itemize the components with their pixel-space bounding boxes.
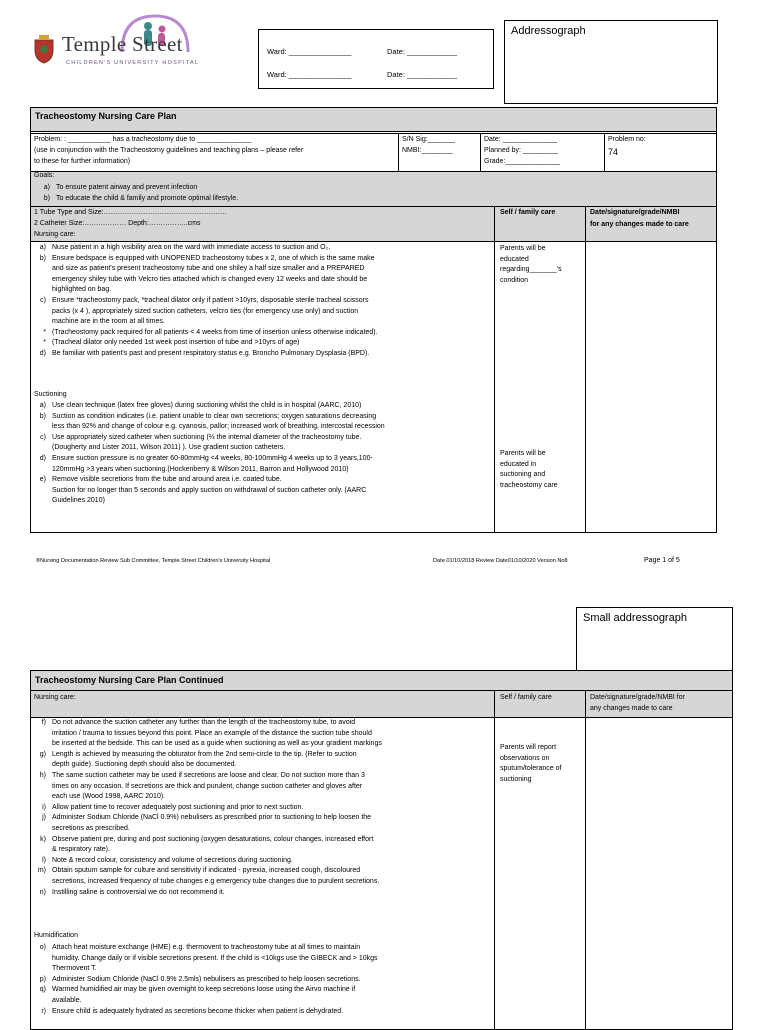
date-sig-header: Date/signature/grade/NMBI: [590, 209, 680, 216]
date-sig-header: for any changes made to care: [590, 221, 689, 228]
addressograph-label: Addressograph: [511, 25, 586, 37]
humidification-line: available.: [52, 996, 82, 1004]
care-line: each use (Wood 1998, AARC 2010).: [52, 793, 166, 801]
grade-field[interactable]: Grade:______________: [484, 158, 560, 165]
care-line: * (Tracheostomy pack required for all patients < 4 weeks from time of insertion unless otherwise indicated).: [43, 328, 378, 336]
problem-line: (use in conjunction with the Tracheostomy guidelines and teaching plans – please refer: [34, 147, 304, 154]
care-line: packs (x 4 ), appropriately sized suction catheters, velcro ties (for emergency use only) and suction: [52, 307, 359, 315]
care-line: * (Tracheal dilator only needed 1st week post insertion of tube and >10yrs of age): [43, 339, 300, 347]
goal-item: b) To educate the child & family and promote optimal lifestyle.: [43, 195, 239, 202]
humidification-line: r) Ensure child is adequately hydrated as secretions become thicker when patient is dehydrated.: [41, 1007, 344, 1015]
self-care-note: Parents will be educated in suctioning and tracheostomy care: [500, 450, 558, 489]
suction-line: a) Use clean technique (latex free gloves) during suctioning whilst the child is in hospital (AARC, 2010): [39, 402, 362, 409]
logo-subtitle: CHILDREN'S UNIVERSITY HOSPITAL: [66, 60, 200, 66]
care-line: m) Obtain sputum sample for culture and sensitivity if indicated - pyrexia, increased cough, discoloured: [37, 867, 361, 875]
page-title-continued: Tracheostomy Nursing Care Plan Continued: [31, 671, 732, 691]
care-line: be inserted at the bedside. This can be used as a guide when suctioning as well as your gradient markings: [52, 740, 382, 748]
self-care-note: Parents will be educated regarding_______'s condition: [500, 245, 562, 284]
care-list: [34, 243, 492, 360]
small-addressograph-box[interactable]: [576, 607, 733, 672]
nursing-care-label: Nursing care:: [34, 694, 76, 701]
suctioning-heading: Suctioning: [34, 391, 67, 398]
ward-field[interactable]: Ward: _______________: [267, 47, 352, 56]
suction-line: 120mmHg >3 years when suctioning.(Hockenberry & Wilson 2011, Barron and Hollywood 2010): [52, 465, 349, 473]
care-line: l) Note & record colour, consistency and volume of secretions during suctioning.: [42, 856, 293, 864]
care-line: g) Length is achieved by measuring the obturator from the 2nd semi-circle to the tip. (Refer to suction: [39, 750, 357, 758]
suction-line: Suction for no longer than 5 seconds and apply suction on withdrawal of suction catheter only. (AARC: [52, 486, 367, 494]
humidification-line: humidity. Change daily or if visible secretions present. If the child is <10kgs use the GIBECK and > 10kgs: [52, 954, 378, 962]
care-line: & respiratory rate).: [52, 846, 110, 854]
problem-line: Problem: : ___________ has a tracheostomy due to ______________: [34, 136, 252, 143]
suction-line: less than 92% and change of colour e.g. cyanosis, pallor; increased work of breathing, intercostal recession: [52, 423, 385, 431]
humidification-heading: Humidification: [34, 932, 78, 939]
sn-sig-field[interactable]: S/N Sig:_______: [402, 136, 455, 143]
humidification-line: p) Administer Sodium Chloride (NaCl 0.9% 2.5mls) nebulisers as prescribed to help loosen secretions.: [39, 975, 361, 983]
care-line: secretions, increased frequency of tube changes e.g emergency tube changes due to purulent secretions.: [52, 877, 380, 885]
ward-date-box: [258, 29, 494, 89]
care-line: b) Ensure bedspace is equipped with UNOPENED tracheostomy tubes x 2, one of which is the same make: [39, 254, 375, 262]
care-line: f) Do not advance the suction catheter any further than the length of the tracheostomy tube, to avoid: [41, 719, 356, 726]
crest-icon: [32, 34, 56, 64]
footer-copyright: ®Nursing Documentation Review Sub Committee, Temple Street Children's University Hospital: [36, 558, 271, 564]
suction-line: (Dougherty and Lister 2011, Wilson 2011) ). Use gradient suction catheters.: [52, 444, 286, 452]
care-line: secretions as prescribed.: [52, 824, 130, 832]
care-line: a) Nuse patient in a high visibility area on the ward with immediate access to suction and O₂.: [39, 244, 331, 251]
self-family-header: Self / family care: [500, 694, 552, 701]
care-line: k) Observe patient pre, during and post suctioning (oxygen desaturations, colour changes, increased effort: [40, 835, 374, 843]
care-line: n) Instilling saline is controversial we do not recommend it.: [39, 888, 225, 896]
care-line: times on any occasion. If secretions are thick and purulent, change suction catheter and gloves after: [52, 782, 363, 790]
tube-type-field[interactable]: 1 Tube Type and Size:……………………………………………..: [34, 209, 227, 216]
small-addressograph-label: Small addressograph: [583, 612, 687, 624]
care-line: emergency shiley tube with Velcro ties attached which is changed every 12 weeks and date should be: [52, 275, 368, 283]
date-field[interactable]: Date: ______________: [484, 136, 558, 143]
goal-item: a) To ensure patent airway and prevent infection: [43, 184, 198, 191]
humidification-line: q) Warmed humidified air may be given overnight to keep secretions loose using the Airvo machine if: [39, 986, 356, 994]
suction-line: b) Suction as condition indicates (i.e. patient unable to clear own secretions; oxygen saturations decreasing: [39, 412, 377, 420]
care-line: highlighted on bag.: [52, 286, 112, 294]
self-care-note: Parents will report observations on sputum/tolerance of suctioning: [500, 744, 562, 783]
date-sig-header: Date/signature/grade/NMBI for: [590, 694, 685, 701]
care-line: and size as patient's present tracheostomy tube and one shiley a half size smaller and a PREPARED: [52, 265, 365, 273]
nmbi-field[interactable]: NMBI:________: [402, 147, 453, 154]
problem-line: to these for further information): [34, 158, 131, 165]
nursing-care-label: Nursing care:: [34, 231, 76, 238]
hospital-logo: [32, 12, 232, 72]
planned-by-field[interactable]: Planned by: _________: [484, 147, 558, 154]
care-line: j) Administer Sodium Chloride (NaCl 0.9%) nebulisers as prescribed prior to suctioning to help loosen the: [42, 814, 372, 822]
page-title: Tracheostomy Nursing Care Plan: [31, 108, 716, 132]
ward-row: [267, 70, 458, 79]
goals-label: Goals:: [34, 172, 55, 179]
footer-dates: Date 01/10/2018 Review Date01/10/2020 Version No8: [433, 558, 568, 564]
suction-line: d) Ensure suction pressure is no greater 60-80mmHg <4 weeks, 80-100mmHg 4 weeks up to 3 years,100-: [39, 454, 373, 462]
care-line: depth guide). Suctioning depth should also be documented.: [52, 761, 237, 769]
problem-no-value: 74: [608, 147, 619, 157]
suction-line: e) Remove visible secretions from the tube and around area i.e. coated tube.: [39, 476, 282, 484]
problem-no-label: Problem no:: [608, 136, 646, 143]
care-list-continued: [34, 718, 492, 898]
ward-row: [267, 47, 458, 56]
care-line: machine are in the room at all times.: [52, 318, 165, 326]
suction-line: Guidelines 2010): [52, 497, 105, 505]
catheter-size-field[interactable]: 2 Catheter Size:……………… Depth:……………..cms: [34, 220, 201, 227]
logo-name: Temple Street: [62, 32, 183, 56]
footer-page: Page 1 of 5: [644, 557, 680, 564]
care-line: i) Allow patient time to recover adequately post suctioning and prior to next suction.: [42, 803, 304, 811]
date-field[interactable]: Date: ____________: [387, 47, 458, 56]
addressograph-box[interactable]: [504, 20, 718, 104]
self-family-header: Self / family care: [500, 209, 556, 216]
date-field[interactable]: Date: ____________: [387, 70, 458, 79]
ward-field[interactable]: Ward: _______________: [267, 70, 352, 79]
humidification-list: [34, 943, 492, 1017]
care-line: c) Ensure *tracheostomy pack, *tracheal dilator only if patient >10yrs, disposable sterile tracheal scissors: [40, 296, 369, 304]
suction-line: c) Use appropriately sized catheter when suctioning (⅔ the internal diameter of the tracheostomy tube.: [40, 433, 362, 441]
care-line: d) Be familiar with patient's past and present respiratory status e.g. Broncho Pulmonary Dysplasia (BPD).: [39, 349, 370, 357]
humidification-line: Thermovent T.: [52, 965, 97, 973]
suctioning-list: [34, 401, 492, 507]
date-sig-header: any changes made to care: [590, 705, 673, 712]
humidification-line: o) Attach heat moisture exchange (HME) e.g. thermovent to tracheostomy tube at all times to maintain: [39, 944, 361, 951]
care-line: h) The same suction catheter may be used if secretions are loose and clear. Do not suction more than 3: [39, 771, 365, 779]
care-line: irritation / trauma to tissues beyond this point. Place an example of the distance the suction tube should: [52, 729, 372, 737]
